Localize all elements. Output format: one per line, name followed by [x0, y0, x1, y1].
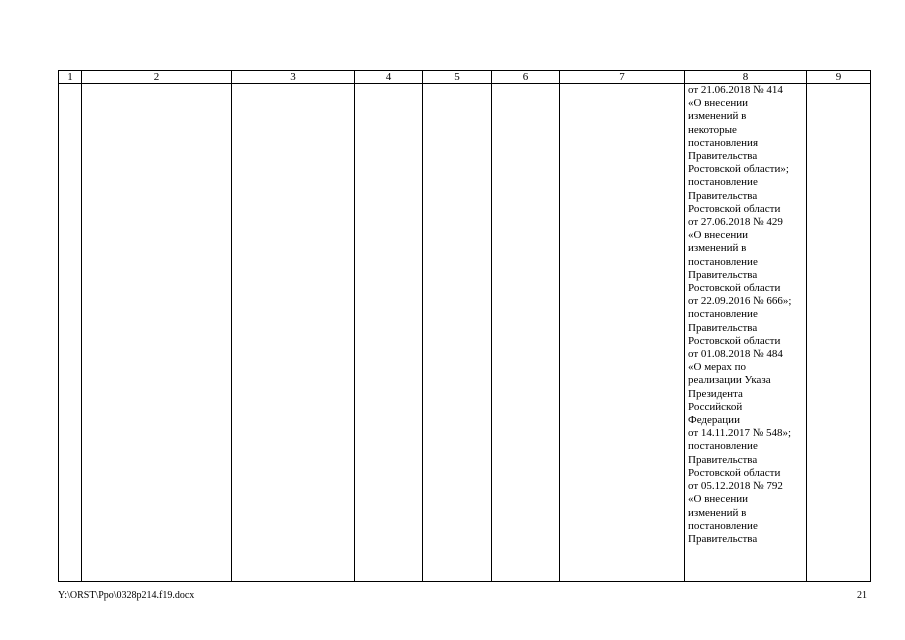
- column-header-3: 3: [232, 71, 355, 84]
- column-header-4: 4: [355, 71, 423, 84]
- column-header-7: 7: [560, 71, 685, 84]
- column-header-2: 2: [82, 71, 232, 84]
- cell-col-3: [232, 84, 355, 582]
- page-number: 21: [857, 590, 867, 601]
- header-row: [59, 71, 871, 84]
- text-line: от 05.12.2018 № 792: [688, 480, 783, 493]
- text-line: постановление: [688, 308, 758, 321]
- cell-col-2: [82, 84, 232, 582]
- cell-col-9: [807, 84, 871, 582]
- column-header-6: 6: [492, 71, 560, 84]
- text-line: Правительства: [688, 268, 758, 281]
- text-line: Ростовской области: [688, 282, 781, 295]
- text-line: Ростовской области: [688, 334, 781, 347]
- cell-col-1: [59, 84, 82, 582]
- cell-col-8-legal-references: [685, 84, 807, 582]
- text-line: от 01.08.2018 № 484: [688, 348, 783, 361]
- text-line: реализации Указа: [688, 374, 771, 387]
- text-line: от 21.06.2018 № 414: [688, 84, 783, 96]
- document-table: [58, 70, 871, 582]
- column-header-8: 8: [685, 71, 807, 84]
- column-header-9: 9: [807, 71, 871, 84]
- text-line: Ростовской области: [688, 466, 781, 479]
- text-line: постановление: [688, 440, 758, 453]
- text-line: постановление: [688, 255, 758, 268]
- text-line: Правительства: [688, 321, 758, 334]
- text-line: изменений в: [688, 242, 747, 255]
- text-line: постановления: [688, 136, 759, 149]
- text-line: от 27.06.2018 № 429: [688, 216, 783, 229]
- text-line: постановление: [688, 176, 758, 189]
- text-line: Президента: [688, 387, 743, 400]
- text-line: некоторые: [688, 123, 737, 136]
- text-line: Ростовской области: [688, 202, 781, 215]
- text-line: Правительства: [688, 150, 758, 163]
- text-line: Федерации: [688, 414, 740, 427]
- text-line: «О мерах по: [688, 361, 747, 374]
- column-header-1: 1: [59, 71, 82, 84]
- text-line: изменений в: [688, 506, 747, 519]
- text-line: от 22.09.2016 № 666»;: [688, 295, 792, 308]
- text-line: изменений в: [688, 110, 747, 123]
- text-line: Правительства: [688, 189, 758, 202]
- text-line: Правительства: [688, 453, 758, 466]
- column-header-5: 5: [423, 71, 492, 84]
- text-line: Российской: [688, 400, 743, 413]
- cell-col-6: [492, 84, 560, 582]
- text-line: от 14.11.2017 № 548»;: [688, 427, 792, 440]
- text-line: «О внесении: [688, 493, 748, 506]
- text-line: «О внесении: [688, 97, 748, 110]
- footer-file-path: Y:\ORST\Ppo\0328p214.f19.docx: [58, 590, 195, 601]
- text-line: Правительства: [688, 532, 758, 545]
- table-row: [59, 84, 871, 582]
- text-line: «О внесении: [688, 229, 748, 242]
- cell-col-5: [423, 84, 492, 582]
- cell-col-7: [560, 84, 685, 582]
- cell-col-4: [355, 84, 423, 582]
- text-line: Ростовской области»;: [688, 163, 789, 176]
- text-line: постановление: [688, 519, 758, 532]
